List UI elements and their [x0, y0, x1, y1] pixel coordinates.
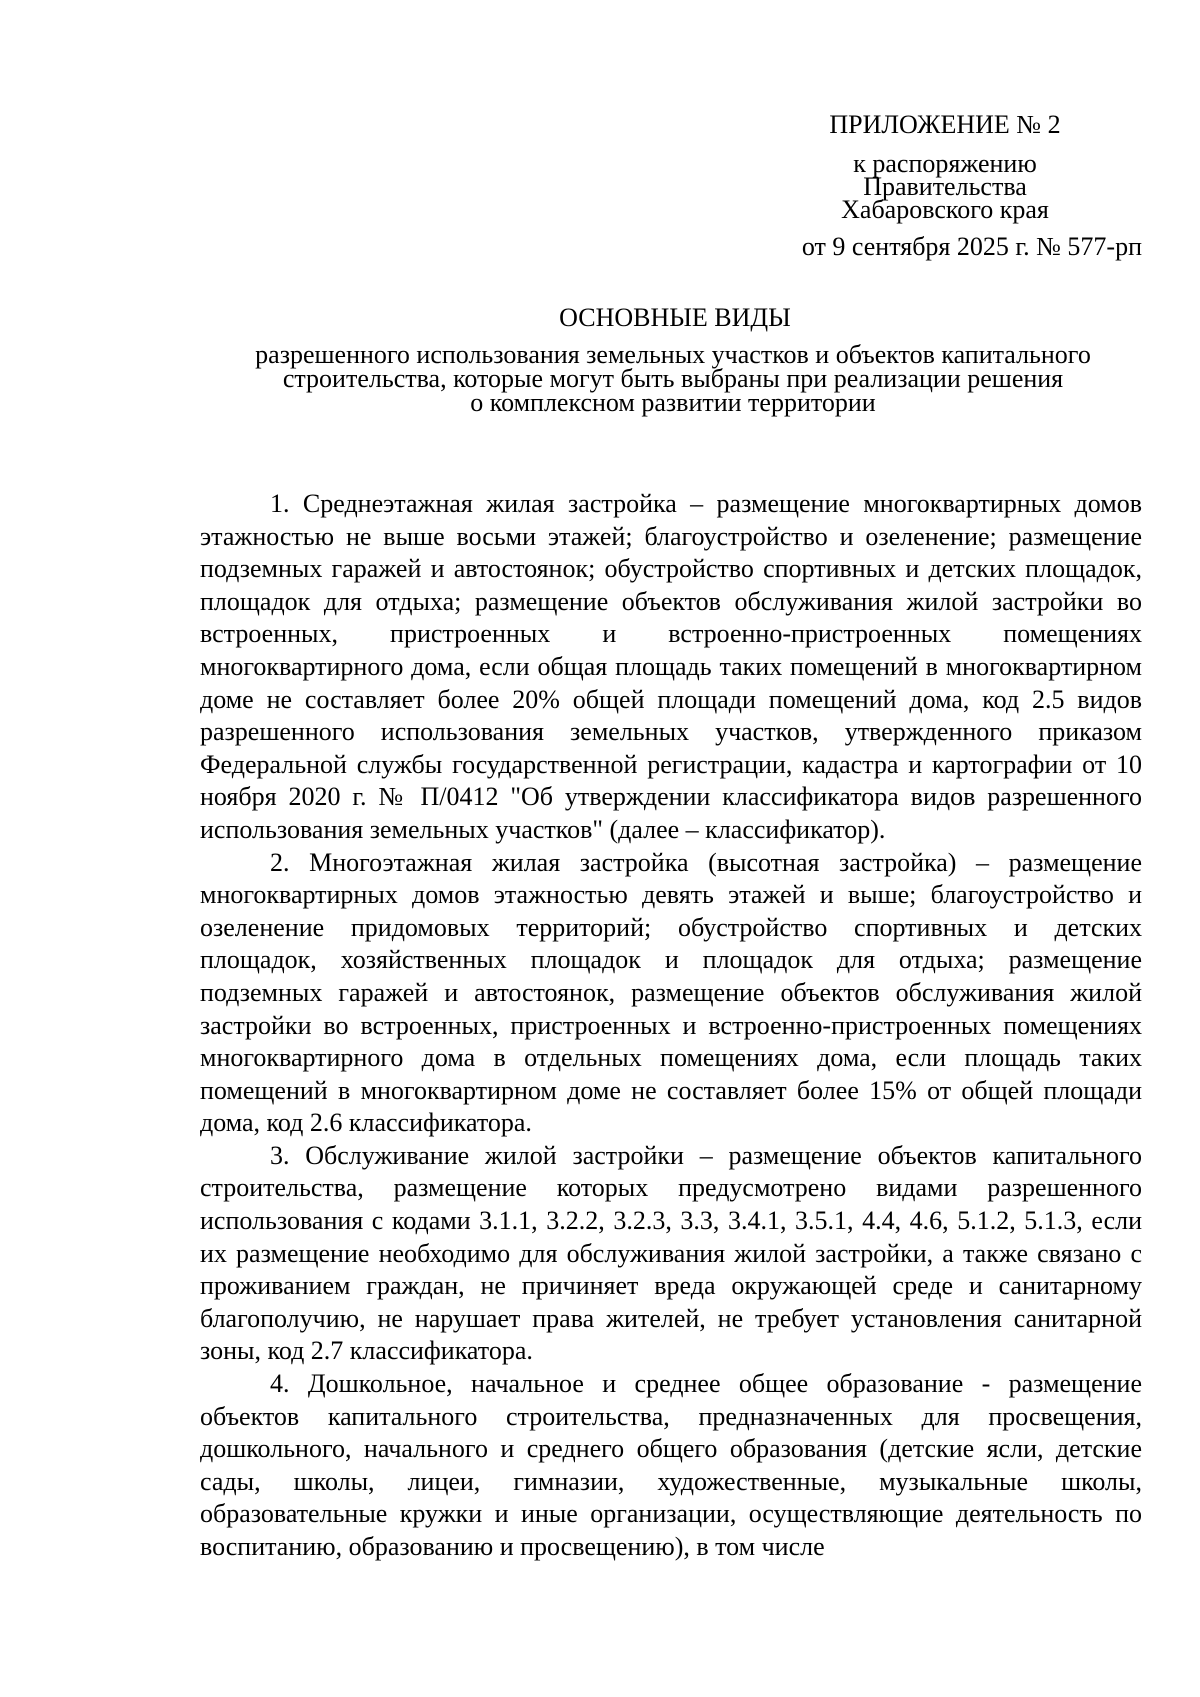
appendix-line: к распоряжению: [853, 149, 1037, 178]
paragraph: 4. Дошкольное, начальное и среднее общее образование - размещение объектов капитального строительства, предназначенных для просвещения, дошкольного, начального и среднего общего образования (детские ясли, детские сады, школы, лицеи, гимназии, художественные, музыкальные школы, образовательные кружки и иные организации, осуществляющие деятельность по воспитанию, образованию и просвещению), в том числе: [200, 1369, 1142, 1561]
appendix-line: Хабаровского края: [841, 195, 1049, 224]
document-title: ОСНОВНЫЕ ВИДЫ: [559, 303, 791, 332]
subtitle-line: о комплексном развитии территории: [470, 388, 876, 417]
paragraph: 2. Многоэтажная жилая застройка (высотная застройка) – размещение многоквартирных домов этажностью девять этажей и выше; благоустройство и озеленение придомовых территорий; обустройство спортивных и детских площадок, хозяйственных площадок и площадок для отдыха; размещение подземных гаражей и автостоянок, размещение объектов обслуживания жилой застройки во встроенных, пристроенных и встроенно-пристроенных помещениях многоквартирного дома в отдельных помещениях дома, если площадь таких помещений в многоквартирном доме не составляет более 15% от общей площади дома, код 2.6 классификатора.: [200, 847, 1142, 1138]
paragraph: 3. Обслуживание жилой застройки – размещение объектов капитального строительства, размещение которых предусмотрено видами разрешенного использования с кодами 3.1.1, 3.2.2, 3.2.3, 3.3, 3.4.1, 3.5.1, 4.4, 4.6, 5.1.2, 5.1.3, если их размещение необходимо для обслуживания жилой застройки, а также связано с проживанием граждан, не причиняет вреда окружающей среде и санитарному благополучию, не нарушает права жителей, не требует установления санитарной зоны, код 2.7 классификатора.: [200, 1140, 1142, 1366]
subtitle-line: строительства, которые могут быть выбраны при реализации решения: [282, 364, 1064, 393]
appendix-line: Правительства: [863, 172, 1027, 201]
paragraph: 1. Среднеэтажная жилая застройка – размещение многоквартирных домов этажностью не выше восьми этажей; благоустройство и озеленение; размещение подземных гаражей и автостоянок; обустройство спортивных и детских площадок, площадок для отдыха; размещение объектов обслуживания жилой застройки во встроенных, пристроенных и встроенно-пристроенных помещениях многоквартирного дома, если общая площадь таких помещений в многоквартирном доме не составляет более 20% общей площади помещений дома, код 2.5 видов разрешенного использования земельных участков, утвержденного приказом Федеральной службы государственной регистрации, кадастра и картографии от 10 ноября 2020 г. № П/0412 "Об утверждении классификатора видов разрешенного использования земельных участков" (далее – классификатор).: [200, 489, 1142, 844]
document-body: [200, 488, 1142, 1564]
subtitle-line: разрешенного использования земельных участков и объектов капитального: [255, 340, 1091, 369]
appendix-date-line: от 9 сентября 2025 г. № 577-рп: [801, 232, 1142, 261]
appendix-title: ПРИЛОЖЕНИЕ № 2: [829, 110, 1061, 139]
document-subtitle: [218, 340, 1128, 417]
